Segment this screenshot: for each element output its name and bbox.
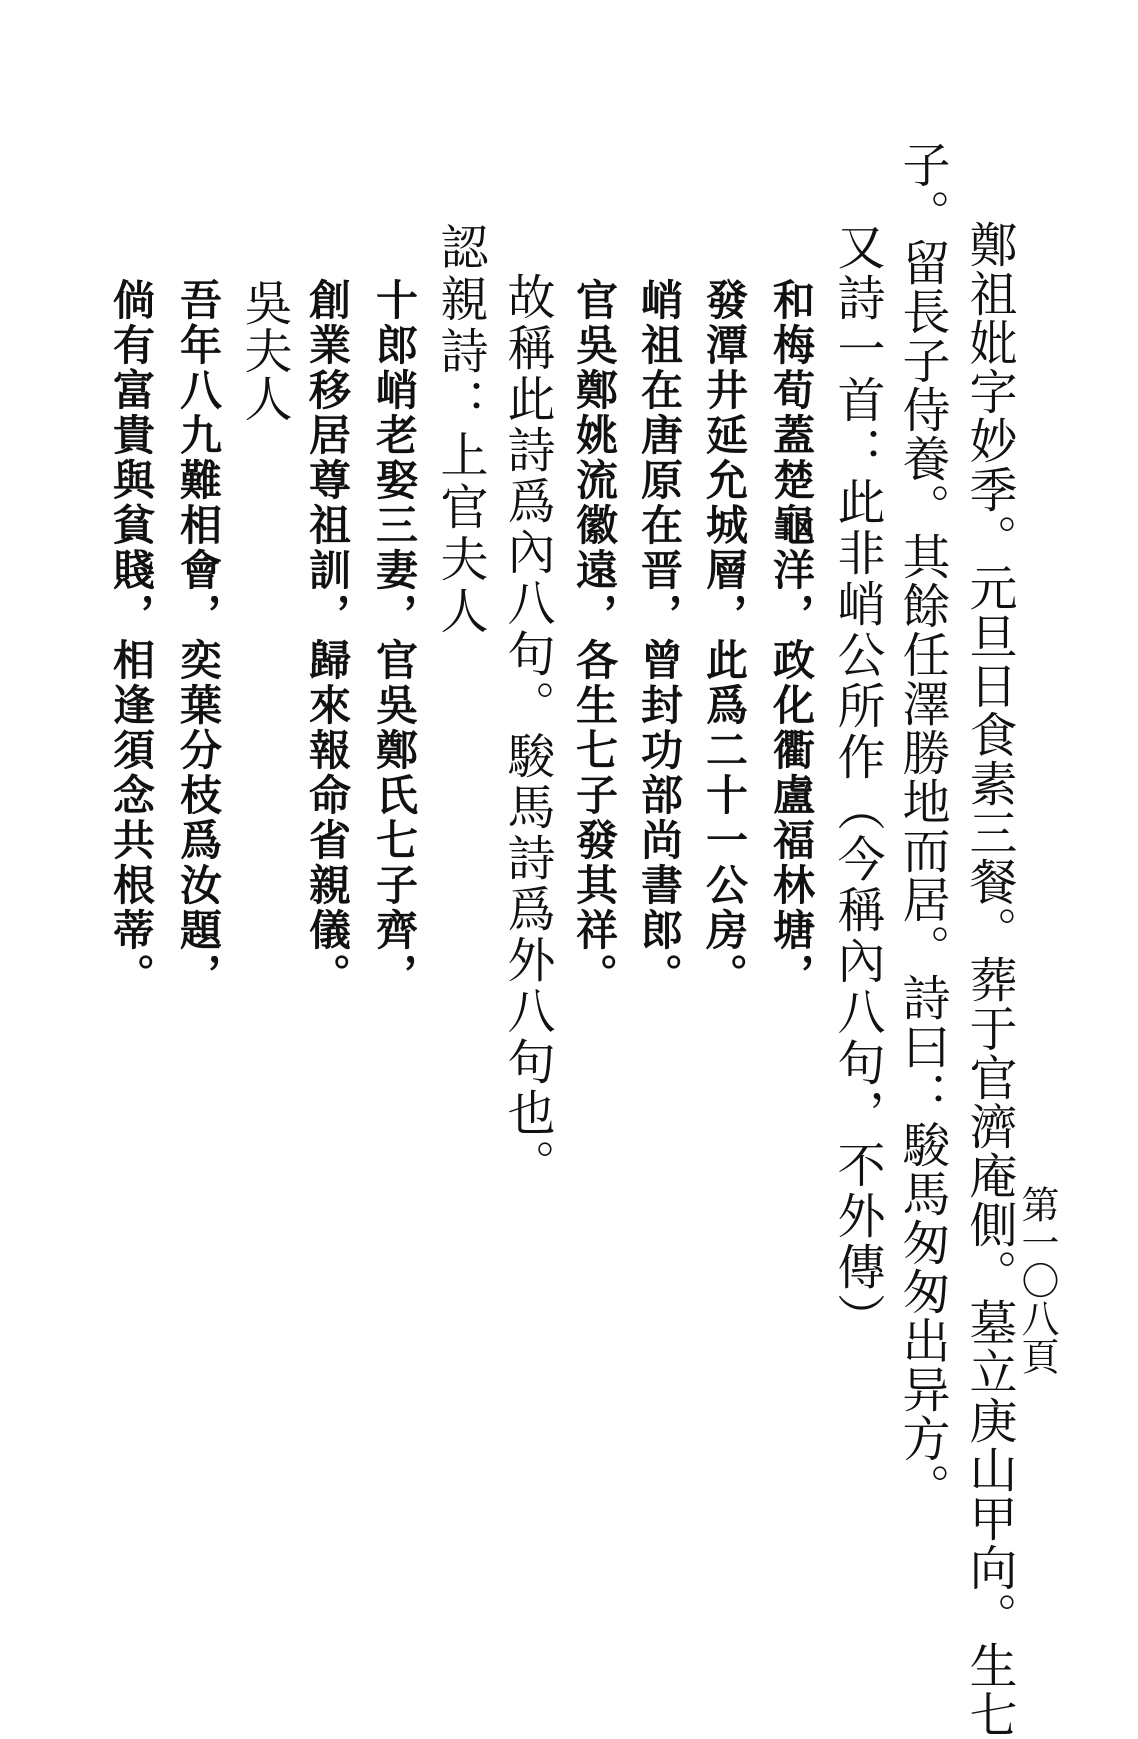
text-column-note: 故稱此詩爲內八句。駿馬詩爲外八句也。: [499, 272, 555, 1190]
text-column-2: 子。留長子侍養。其餘任澤勝地而居。詩曰：駿馬匆匆出异方。: [894, 140, 950, 1512]
poem-line-2: 發潭井延允城層，此爲二十一公房。: [700, 278, 749, 998]
speaker-label: 吳夫人: [236, 278, 292, 422]
poem-line-3: 峭祖在唐原在晋，曾封功部尚書郎。: [635, 278, 684, 998]
text-column-heading: 認親詩：上官夫人: [432, 222, 488, 638]
poem-line-8: 倘有富貴與貧賤，相逢須念共根蒂。: [107, 278, 156, 998]
poem-line-4: 官吳鄭姚流徽遠，各生七子發其祥。: [570, 278, 619, 998]
text-column-3: 又詩一首：此非峭公所作（今稱內八句，不外傳）: [829, 222, 885, 1344]
text-column-1: 鄭祖妣字妙季。元旦日食素三餐。葬于官濟庵側。墓立庚山甲向。生七: [961, 220, 1017, 1739]
page-number: 第一〇八頁: [1015, 1185, 1059, 1375]
poem-line-1: 和梅荀蓋楚龜洋，政化衢盧福林塘，: [767, 278, 816, 998]
poem-line-5: 十郎峭老娶三妻，官吳鄭氏七子齊，: [370, 278, 419, 998]
poem-line-7: 吾年八九難相會，奕葉分枝爲汝題，: [174, 278, 223, 998]
poem-line-6: 創業移居尊祖訓，歸來報命省親儀。: [303, 278, 352, 998]
